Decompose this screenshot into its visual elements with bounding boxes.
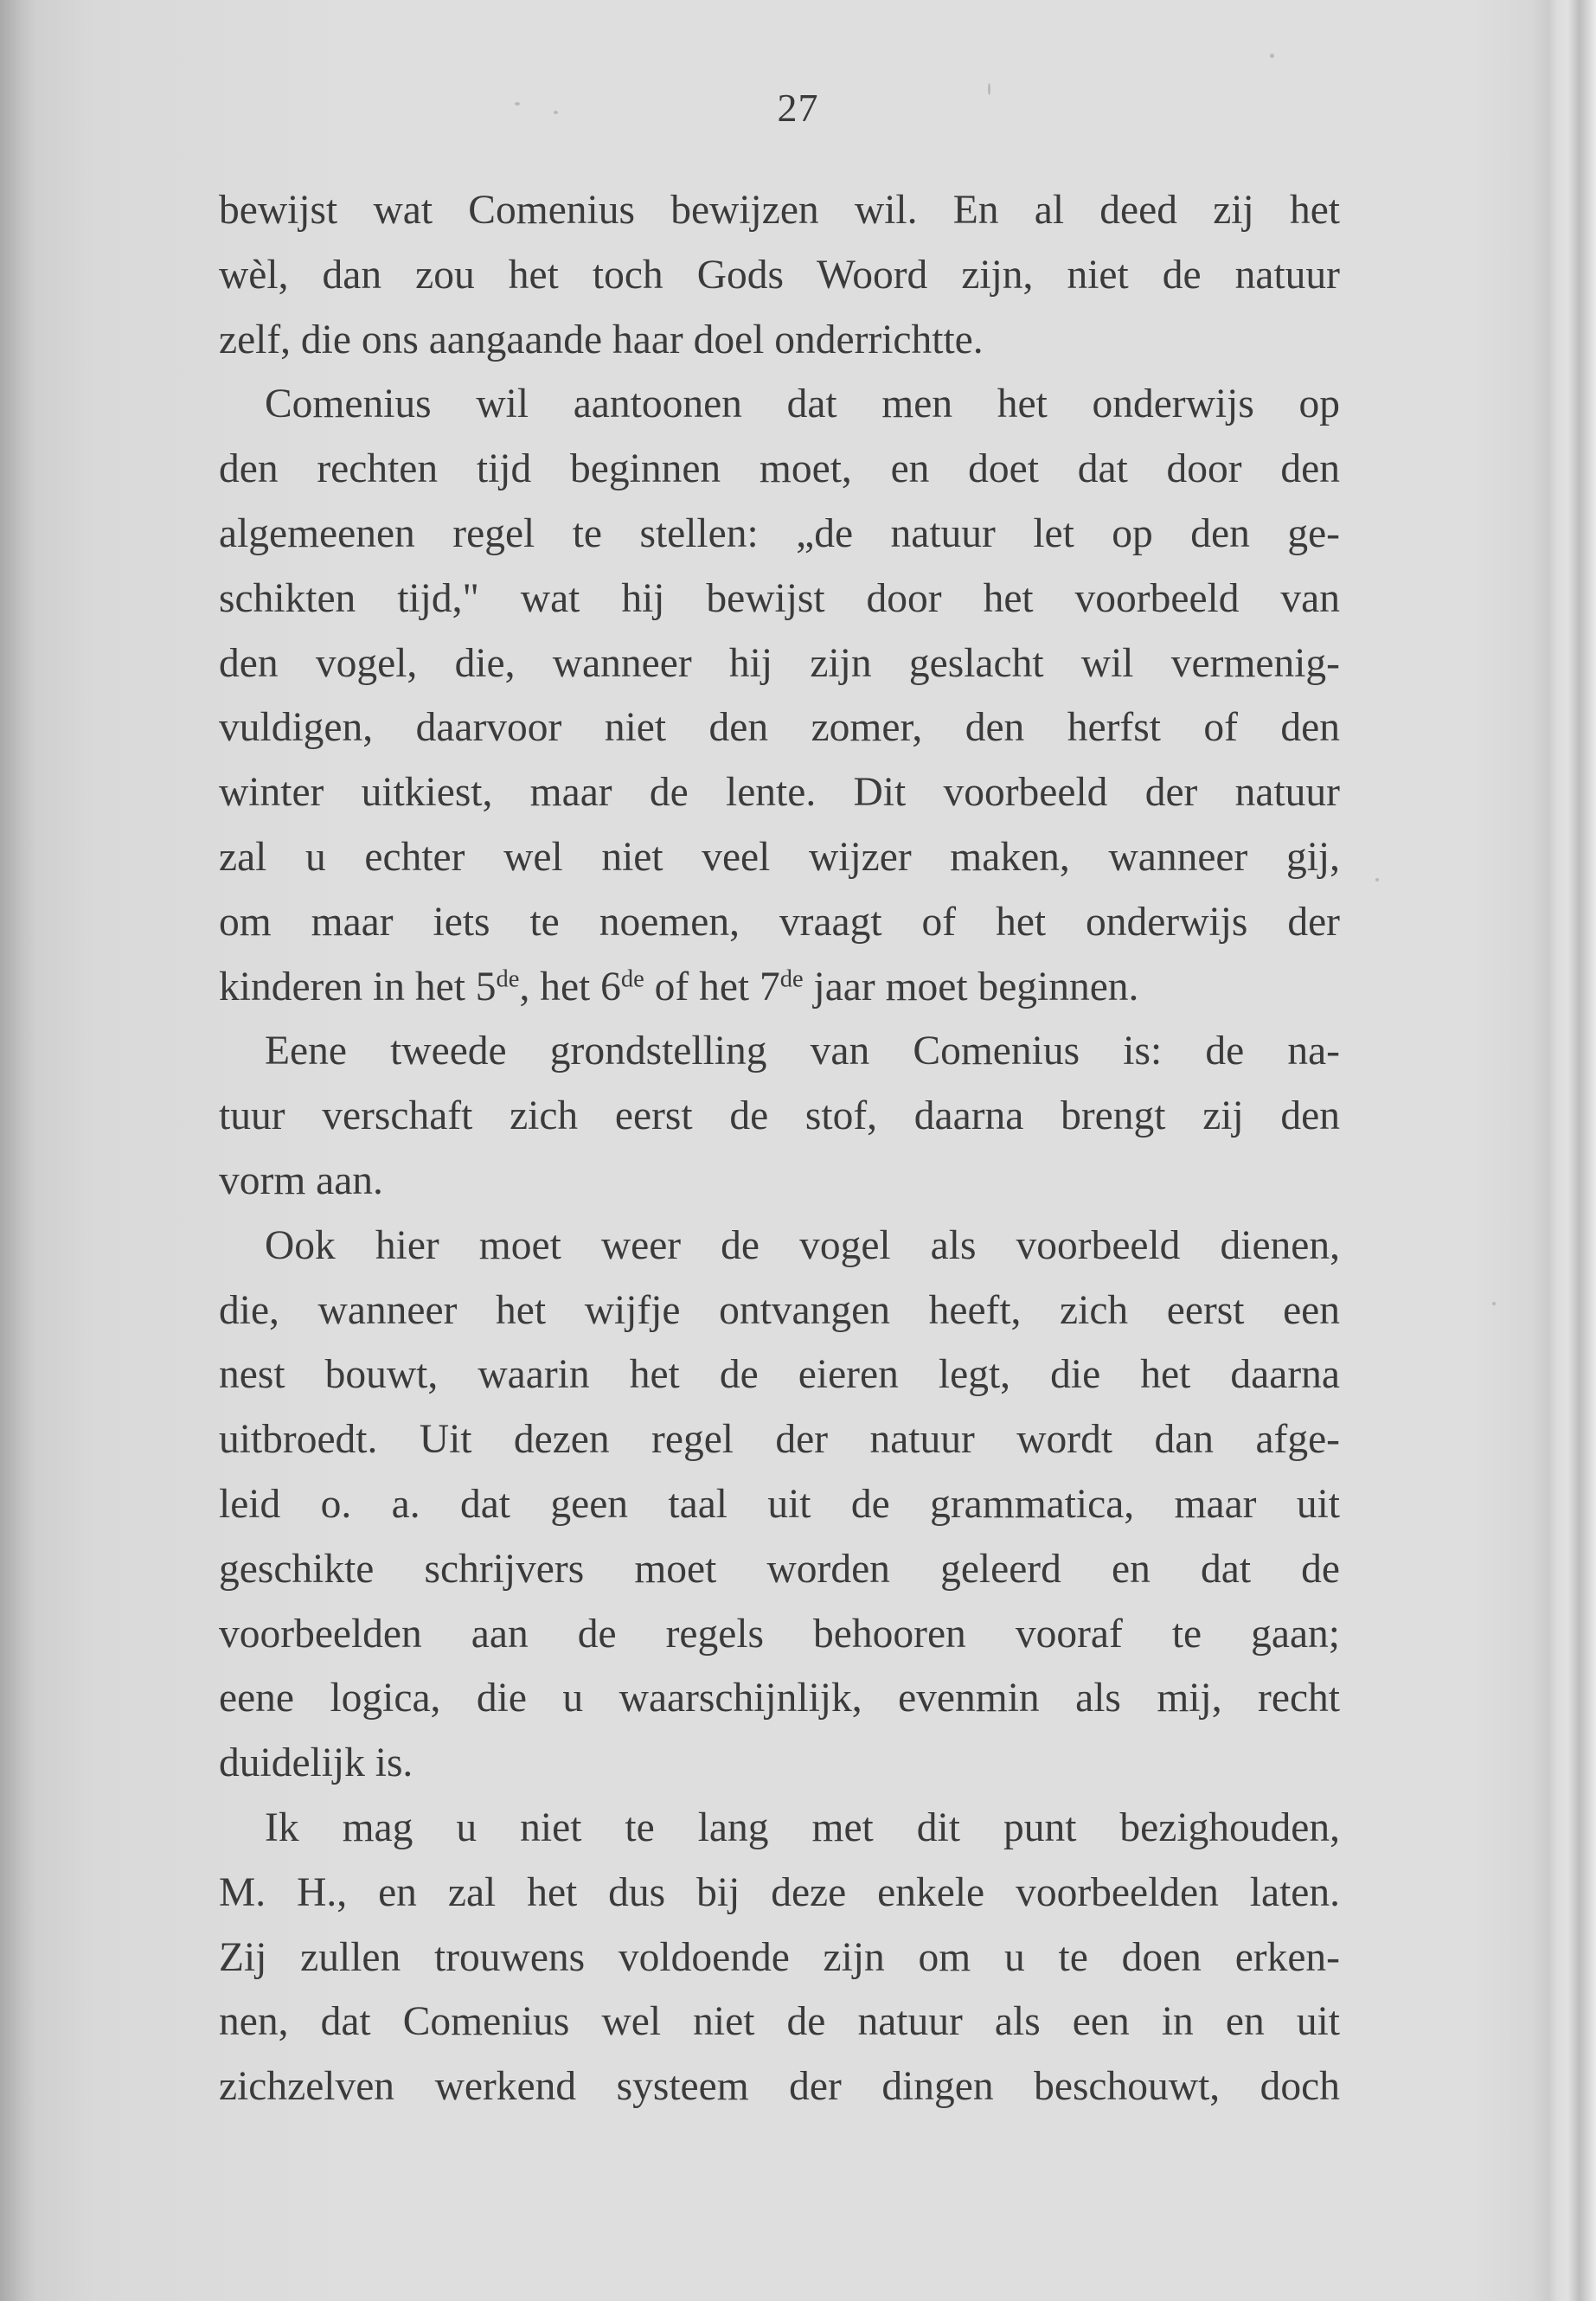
text-line: die, wanneer het wijfje ontvangen heeft, zich eerst een xyxy=(219,1287,1340,1333)
text-line: Ik mag u niet te lang met dit punt bezighouden, xyxy=(265,1804,1340,1850)
text-line: Zij zullen trouwens voldoende zijn om u te doen erken- xyxy=(219,1934,1340,1980)
text-line: zichzelven werkend systeem der dingen beschouwt, doch xyxy=(219,2064,1340,2110)
text-line: den vogel, die, wanneer hij zijn geslacht wil vermenig- xyxy=(219,640,1340,686)
ordinal-suffix: de xyxy=(779,965,804,992)
ordinal-suffix: de xyxy=(496,965,520,992)
text-line: tuur verschaft zich eerst de stof, daarna brengt zij den xyxy=(219,1093,1340,1139)
text-line: uitbroedt. Uit dezen regel der natuur wordt dan afge- xyxy=(219,1417,1340,1463)
text-line: eene logica, die u waarschijnlijk, evenmin als mij, recht xyxy=(219,1676,1340,1721)
body-text xyxy=(219,178,1340,2119)
text-line: nest bouwt, waarin het de eieren legt, die het daarna xyxy=(219,1352,1340,1398)
text-line: den rechten tijd beginnen moet, en doet dat door den xyxy=(219,446,1340,492)
text-line: nen, dat Comenius wel niet de natuur als een in en uit xyxy=(219,1999,1340,2045)
text-line: zal u echter wel niet veel wijzer maken, wanneer gij, xyxy=(219,834,1340,880)
text-line: vorm aan. xyxy=(219,1157,383,1203)
text-line: leid o. a. dat geen taal uit de grammatica, maar uit xyxy=(219,1481,1340,1527)
text-line: geschikte schrijvers moet worden geleerd en dat de xyxy=(219,1546,1340,1592)
text-line: vuldigen, daarvoor niet den zomer, den herfst of den xyxy=(219,705,1340,751)
text-line: om maar iets te noemen, vraagt of het onderwijs der xyxy=(219,899,1340,945)
text-line: wèl, dan zou het toch Gods Woord zijn, niet de natuur xyxy=(219,252,1340,298)
scan-speck xyxy=(1375,878,1379,881)
book-gutter-shadow xyxy=(0,0,35,2301)
text-line: zelf, die ons aangaande haar doel onderrichtte. xyxy=(219,317,984,362)
text-line: bewijst wat Comenius bewijzen wil. En al deed zij het xyxy=(219,188,1340,233)
text-line: winter uitkiest, maar de lente. Dit voorbeeld der natuur xyxy=(219,770,1340,816)
text-line: Eene tweede grondstelling van Comenius is: de na- xyxy=(265,1029,1340,1074)
scan-speck xyxy=(1492,1302,1496,1305)
page-number: 27 xyxy=(777,86,819,130)
text-line: duidelijk is. xyxy=(219,1740,413,1786)
text-line: Comenius wil aantoonen dat men het onderwijs op xyxy=(265,381,1340,427)
text-line: kinderen in het 5de, het 6de of het 7de jaar moet beginnen. xyxy=(219,964,1139,1009)
scan-speck xyxy=(1270,54,1274,58)
text-line: schikten tijd," wat hij bewijst door het voorbeeld van xyxy=(219,575,1340,621)
text-line: Ook hier moet weer de vogel als voorbeeld dienen, xyxy=(265,1222,1340,1268)
text-line: M. H., en zal het dus bij deze enkele voorbeelden laten. xyxy=(219,1869,1340,1915)
ordinal-suffix: de xyxy=(620,965,644,992)
text-line: algemeenen regel te stellen: „de natuur let op den ge- xyxy=(219,510,1340,556)
text-line: voorbeelden aan de regels behooren vooraf te gaan; xyxy=(219,1611,1340,1657)
